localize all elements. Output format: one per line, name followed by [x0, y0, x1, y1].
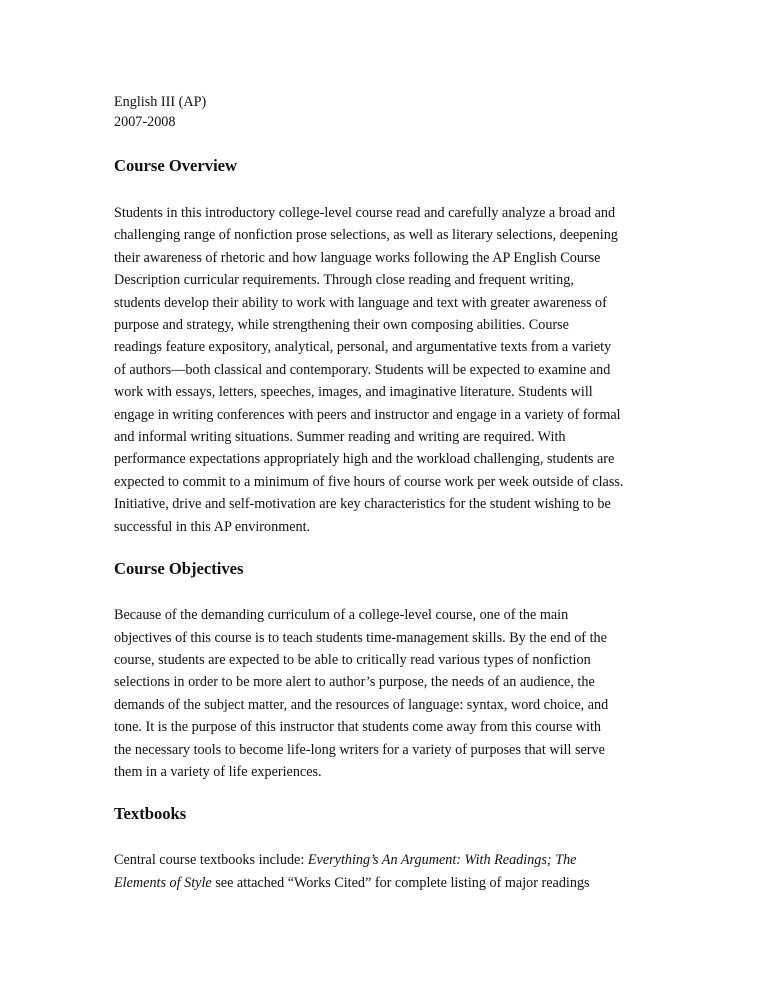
textbooks-line — [114, 849, 662, 871]
overview-line: Description curricular requirements. Through close reading and frequent writing, — [114, 272, 574, 289]
textbook-title-elements: Elements of Style — [114, 874, 212, 891]
objectives-line: the necessary tools to become life-long writers for a variety of purposes that will serve — [114, 741, 605, 758]
school-year: 2007-2008 — [114, 114, 176, 130]
overview-line: successful in this AP environment. — [114, 518, 311, 535]
overview-line: purpose and strategy, while strengthening their own composing abilities. Course — [114, 317, 569, 334]
objectives-heading: Course Objectives — [114, 559, 244, 579]
overview-line: Initiative, drive and self-motivation are key characteristics for the student wishing to be — [114, 496, 611, 513]
overview-line: expected to commit to a minimum of five hours of course work per week outside of class. — [114, 473, 624, 490]
overview-line: performance expectations appropriately high and the workload challenging, students are — [114, 451, 615, 468]
objectives-line: selections in order to be more alert to author’s purpose, the needs of an audience, the — [114, 674, 595, 691]
overview-line: of authors—both classical and contemporary. Students will be expected to examine and — [114, 361, 611, 378]
overview-line: and informal writing situations. Summer reading and writing are required. With — [114, 429, 566, 446]
textbooks-heading: Textbooks — [114, 804, 187, 824]
objectives-paragraph — [114, 604, 662, 783]
objectives-line: tone. It is the purpose of this instructor that students come away from this course with — [114, 719, 602, 736]
textbooks-works-cited-note: see attached “Works Cited” for complete listing of major readings — [211, 874, 590, 891]
textbooks-paragraph — [114, 849, 662, 894]
course-title: English III (AP) — [114, 94, 207, 110]
document-page — [114, 92, 662, 894]
textbook-title-argument: Everything’s An Argument: With Readings; The — [307, 852, 577, 869]
overview-line: students develop their ability to work with language and text with greater awareness of — [114, 294, 607, 311]
objectives-line: them in a variety of life experiences. — [114, 763, 322, 780]
overview-line: challenging range of nonfiction prose selections, as well as literary selections, deepening — [114, 227, 618, 244]
course-header — [114, 92, 662, 132]
textbooks-line — [114, 872, 662, 894]
objectives-line: demands of the subject matter, and the resources of language: syntax, word choice, and — [114, 696, 609, 713]
overview-heading: Course Overview — [114, 156, 238, 175]
objectives-line: objectives of this course is to teach students time-management skills. By the end of the — [114, 629, 607, 646]
overview-line: their awareness of rhetoric and how language works following the AP English Course — [114, 249, 601, 266]
objectives-line: Because of the demanding curriculum of a college-level course, one of the main — [114, 607, 569, 624]
textbooks-intro-text: Central course textbooks include: — [114, 852, 308, 869]
overview-line: Students in this introductory college-level course read and carefully analyze a broad and — [114, 205, 616, 221]
objectives-line: course, students are expected to be able to critically read various types of nonfiction — [114, 651, 591, 668]
overview-line: readings feature expository, analytical, personal, and argumentative texts from a variety — [114, 339, 612, 356]
overview-paragraph — [114, 202, 662, 538]
overview-line: work with essays, letters, speeches, images, and imaginative literature. Students will — [114, 384, 593, 401]
overview-line: engage in writing conferences with peers and instructor and engage in a variety of formal — [114, 406, 621, 423]
